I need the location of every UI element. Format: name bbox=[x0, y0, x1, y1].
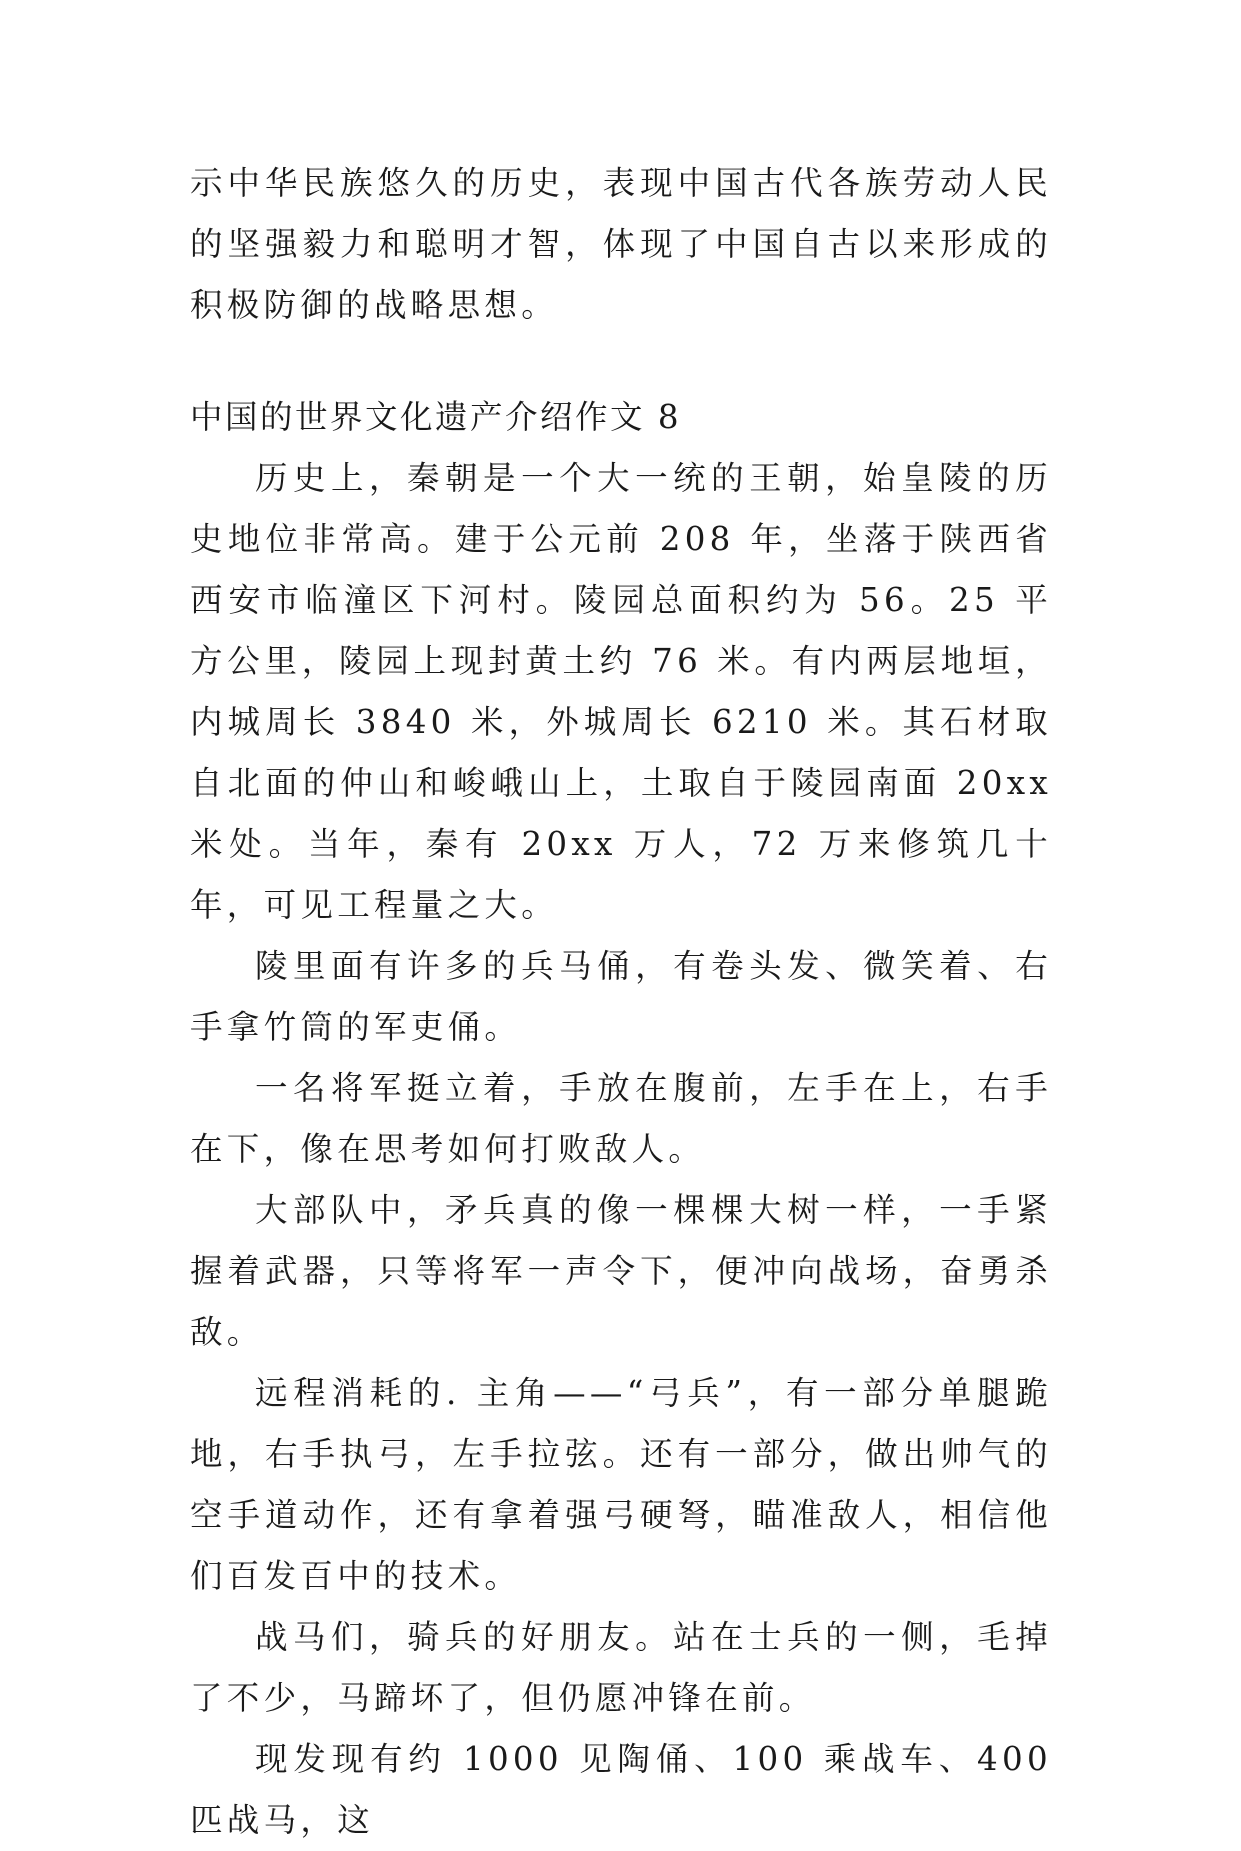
paragraph: 历史上，秦朝是一个大一统的王朝，始皇陵的历史地位非常高。建于公元前 208 年，坐落于陕西省西安市临潼区下河村。陵园总面积约为 56。25 平方公里，陵园上现封黄土约 76 米。有内两层地垣，内城周长 3840 米，外城周长 6210 米。其石材取自北面的仲山和峻峨山上，土取自于陵园南面 20xx 米处。当年，秦有 20xx 万人，72 万来修筑几十年，可见工程量之大。 bbox=[190, 459, 1052, 924]
paragraph: 一名将军挺立着，手放在腹前，左手在上，右手在下，像在思考如何打败敌人。 bbox=[190, 1069, 1052, 1168]
paragraph: 现发现有约 1000 见陶俑、100 乘战车、400 匹战马，这 bbox=[190, 1740, 1052, 1839]
paragraph: 陵里面有许多的兵马俑，有卷头发、微笑着、右手拿竹筒的军吏俑。 bbox=[190, 947, 1052, 1046]
paragraph: 战马们，骑兵的好朋友。站在士兵的一侧，毛掉了不少，马蹄坏了，但仍愿冲锋在前。 bbox=[190, 1618, 1052, 1717]
article-body bbox=[190, 448, 1052, 1851]
continued-paragraph: 示中华民族悠久的历史，表现中国古代各族劳动人民的坚强毅力和聪明才智，体现了中国自古以来形成的积极防御的战略思想。 bbox=[190, 164, 1052, 324]
paragraph: 大部队中，矛兵真的像一棵棵大树一样，一手紧握着武器，只等将军一声令下，便冲向战场，奋勇杀敌。 bbox=[190, 1191, 1052, 1351]
section-title: 中国的世界文化遗产介绍作文 8 bbox=[190, 398, 682, 436]
paragraph: 远程消耗的. 主角——“弓兵”，有一部分单腿跪地，右手执弓，左手拉弦。还有一部分，做出帅气的空手道动作，还有拿着强弓硬弩，瞄准敌人，相信他们百发百中的技术。 bbox=[190, 1374, 1052, 1595]
